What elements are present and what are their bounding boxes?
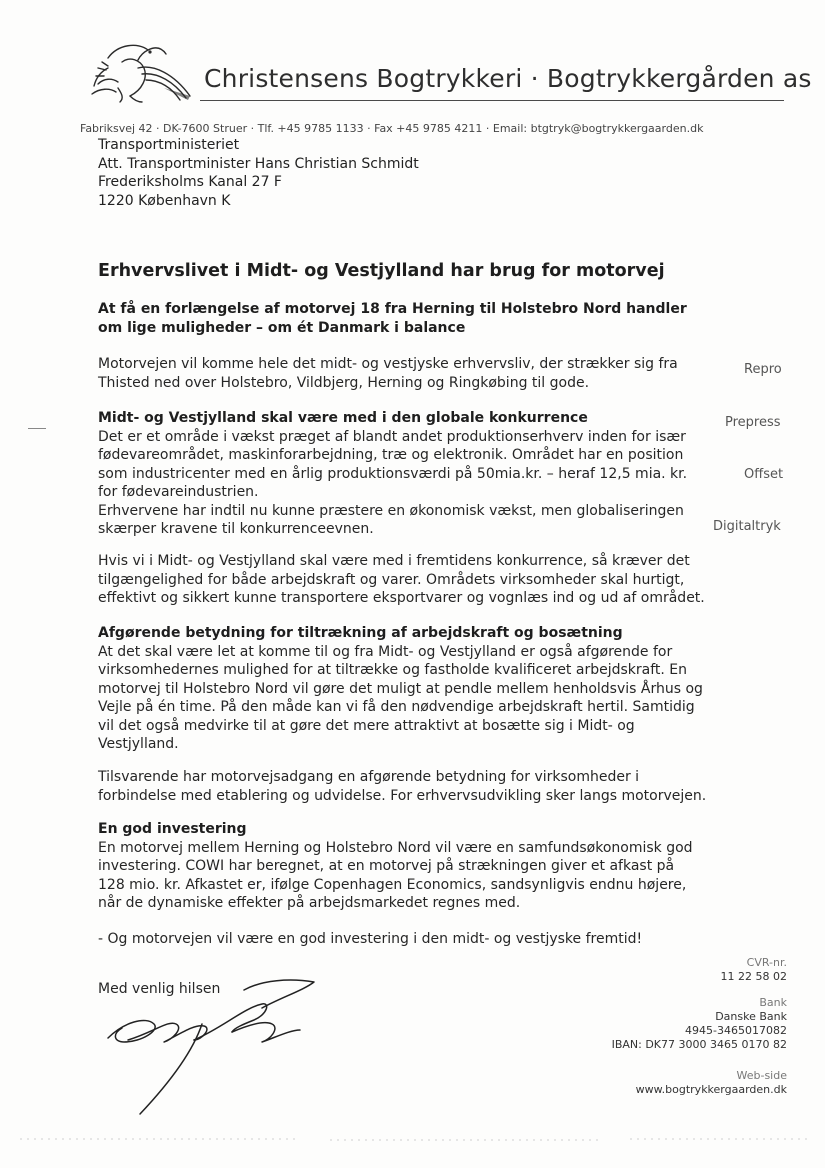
bank-account: 4945-3465017082 xyxy=(685,1024,787,1037)
body-line: At det skal være let at komme til og fra Midt- og Vestjylland er også afgørende for xyxy=(98,643,673,660)
bank-iban: IBAN: DK77 3000 3465 0170 82 xyxy=(611,1038,787,1051)
section-heading: Afgørende betydning for tiltrækning af arbejdskraft og bosætning xyxy=(98,625,623,641)
web-label: Web-side xyxy=(736,1069,787,1082)
service-digitaltryk: Digitaltryk xyxy=(713,519,781,534)
body-line: Tilsvarende har motorvejsadgang en afgørende betydning for virksomheder i xyxy=(98,769,640,785)
griffin-logo xyxy=(78,38,202,104)
signoff: Med venlig hilsen xyxy=(98,981,221,997)
body-line: tilgængelighed for både arbejdskraft og varer. Områdets virksomheder skal hurtigt, xyxy=(98,571,685,588)
subtitle-line: om lige muligheder – om ét Danmark i balance xyxy=(98,319,466,336)
cvr-number: 11 22 58 02 xyxy=(720,970,787,983)
body-line: Motorvejen vil komme hele det midt- og vestjyske erhvervsliv, der strækker sig fra xyxy=(98,356,678,372)
recipient-line: Att. Transportminister Hans Christian Schmidt xyxy=(98,155,419,172)
body-line: Thisted ned over Holstebro, Vildbjerg, Herning og Ringkøbing til gode. xyxy=(98,374,590,391)
body-line: som industricenter med en årlig produktionsværdi på 50mia.kr. – heraf 12,5 mia. kr. xyxy=(98,465,688,482)
cvr-label: CVR-nr. xyxy=(746,956,787,969)
intro-paragraph xyxy=(98,355,748,392)
service-offset: Offset xyxy=(744,467,784,482)
business-development-paragraph xyxy=(98,768,748,805)
web-block xyxy=(636,1069,787,1097)
body-line: Vestjylland. xyxy=(98,736,179,752)
subtitle-line: At få en forlængelse af motorvej 18 fra Herning til Holstebro Nord handler xyxy=(98,301,687,317)
fold-mark xyxy=(28,428,46,429)
web-address: www.bogtrykkergaarden.dk xyxy=(635,1083,787,1096)
section-good-investment xyxy=(98,820,748,913)
body-line: motorvej til Holstebro Nord vil gøre det muligt at pendle mellem henholdsvis Århus og xyxy=(98,680,703,697)
letter-subtitle xyxy=(98,300,687,337)
body-line: 128 mio. kr. Afkastet er, ifølge Copenhagen Economics, sandsynligvis endnu højere, xyxy=(98,876,687,893)
closing-statement: - Og motorvejen vil være en god investering i den midt- og vestjyske fremtid! xyxy=(98,931,643,947)
body-line: vil det også medvirke til at gøre det mere attraktivt at bosætte sig i Midt- og xyxy=(98,717,635,734)
section-heading: En god investering xyxy=(98,821,247,837)
scan-noise xyxy=(0,1136,825,1144)
body-line: effektivt og sikkert kunne transportere eksportvarer og vognlæs ind og ud af området. xyxy=(98,590,705,606)
section-labour-settlement xyxy=(98,624,748,754)
body-line: Det er et område i vækst præget af blandt andet produktionserhverv inden for især xyxy=(98,428,686,445)
body-line: investering. COWI har beregnet, at en motorvej på strækningen giver et afkast på xyxy=(98,858,675,874)
recipient-address xyxy=(98,136,419,210)
accessibility-paragraph xyxy=(98,552,748,608)
body-line: forbindelse med etablering og udvidelse. For erhvervsudvikling sker langs motorvejen. xyxy=(98,787,707,804)
bank-label: Bank xyxy=(759,996,787,1009)
letter-title: Erhvervslivet i Midt- og Vestjylland har brug for motorvej xyxy=(98,261,665,281)
service-prepress: Prepress xyxy=(725,415,781,430)
company-name: Christensens Bogtrykkeri · Bogtrykkergården as xyxy=(204,64,812,93)
cvr-block xyxy=(721,956,787,984)
recipient-line: Frederiksholms Kanal 27 F xyxy=(98,174,282,190)
bank-name: Danske Bank xyxy=(715,1010,787,1023)
recipient-line: 1220 København K xyxy=(98,192,231,209)
body-line: fødevareområdet, maskinforarbejdning, træ og elektronik. Området har en position xyxy=(98,447,684,463)
letterhead-rule xyxy=(200,100,784,101)
body-line: skærper kravene til konkurrenceevnen. xyxy=(98,521,374,537)
bank-block xyxy=(612,996,787,1052)
body-line: Erhvervene har indtil nu kunne præstere en økonomisk vækst, men globaliseringen xyxy=(98,502,684,519)
body-line: virksomhedernes mulighed for at tiltrække og fastholde kvalificeret arbejdskraft. En xyxy=(98,662,688,678)
body-line: for fødevareindustrien. xyxy=(98,484,259,500)
body-line: Vejle på én time. På den måde kan vi få den nødvendige arbejdskraft hertil. Samtidig xyxy=(98,699,695,715)
service-repro: Repro xyxy=(744,362,782,377)
section-global-competition xyxy=(98,409,748,539)
body-line: når de dynamiske effekter på arbejdsmarkedet regnes med. xyxy=(98,895,521,911)
contact-line: Fabriksvej 42 · DK-7600 Struer · Tlf. +45 9785 1133 · Fax +45 9785 4211 · Email: btgtryk@bogtrykkergaarden.dk xyxy=(80,122,704,135)
section-heading: Midt- og Vestjylland skal være med i den globale konkurrence xyxy=(98,410,588,426)
body-line: En motorvej mellem Herning og Holstebro Nord vil være en samfundsøkonomisk god xyxy=(98,839,693,856)
body-line: Hvis vi i Midt- og Vestjylland skal være med i fremtidens konkurrence, så kræver det xyxy=(98,553,690,569)
recipient-line: Transportministeriet xyxy=(98,137,240,153)
handwritten-signature xyxy=(94,968,334,1118)
